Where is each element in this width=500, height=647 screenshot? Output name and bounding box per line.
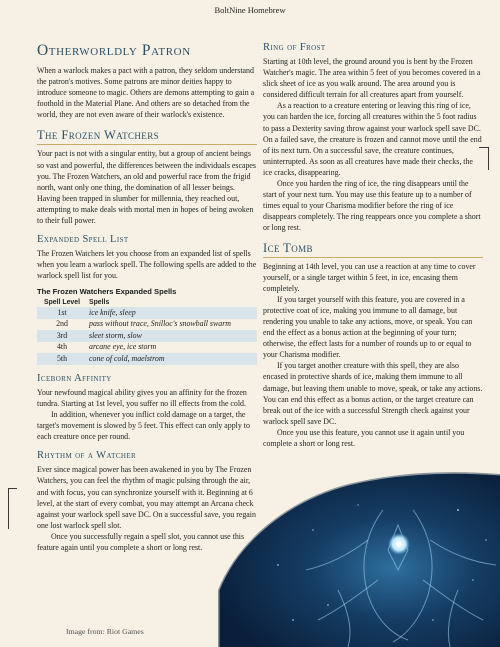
column-header-spell-level: Spell Level xyxy=(43,299,80,307)
expanded-spell-list-paragraph: The Frozen Watchers let you choose from an expanded list of spells when you learn a warlock spell. The following spells are added to the warlock spell list for you. xyxy=(37,249,257,281)
intro-paragraph: When a warlock makes a pact with a patron, they seldom understand the patron's motives. Some patrons are minor deities happy to introduce someone to magic. Others are demons attempting to gain a foothold in the Material Plane. And others are so detached from the world, they are not even aware of their warlock's existence. xyxy=(37,66,255,120)
spell-level-cell: 3rd xyxy=(37,330,87,342)
page-title: Otherworldly Patron xyxy=(37,42,191,59)
table-row xyxy=(37,342,257,354)
spell-level-cell: 2nd xyxy=(56,319,68,329)
spells-cell: ice knife, sleep xyxy=(87,307,257,319)
spell-level-cell: 5th xyxy=(37,353,87,365)
section-heading-ring-of-frost: Ring of Frost xyxy=(263,42,326,53)
section-heading-ice-tomb: Ice Tomb xyxy=(263,241,483,258)
running-header: BoltNine Homebrew xyxy=(214,5,286,15)
ice-tomb-paragraph: If you target another creature with this spell, they are also encased in protective shards of ice, making them immune to all damage, but leaving them unable to move, speak, or take any actions. You can end this effect as a bonus action, or the target creature can break out of the ice with a successful Strength check against your warlock spell save DC. xyxy=(263,361,483,426)
image-caption: Image from: Riot Games xyxy=(66,627,144,636)
table-row xyxy=(37,353,257,365)
corner-bracket-decoration xyxy=(8,488,17,529)
spell-level-cell: 1st xyxy=(37,307,87,319)
section-heading-rhythm-of-a-watcher: Rhythm of a Watcher xyxy=(37,450,137,462)
table-row xyxy=(37,307,257,319)
table-row xyxy=(37,319,257,331)
ring-of-frost-paragraph: Once you harden the ring of ice, the ring disappears until the start of your next turn. You may use this feature up to a number of times equal to your Charisma modifier before the ring of ice disappears completely. The ring reappears once you complete a short or long rest. xyxy=(263,179,481,233)
frozen-watchers-paragraph: Your pact is not with a singular entity, but a group of ancient beings so vast and powerful, the differences between the individuals escapes you. The Frozen Watchers, an old and powerful race from the frigid north, want only one thing, the domination of all lesser beings. Having been trapped in slumber for millennia, they reached out, attempting to make deals with mortal men in hopes of being awoken to their full power. xyxy=(37,149,256,226)
frozen-watcher-illustration xyxy=(218,470,500,647)
spell-table xyxy=(37,298,257,365)
ring-of-frost-paragraph: As a reaction to a creature entering or leaving this ring of ice, you can harden the ice, forcing all creatures within the 5 foot radius to pass a Dexterity saving throw against your warlock spell save DC. On a failed save, the creature is frozen and cannot move until the end of its next turn. On a successful save, the creature continues, uninterrupted. As soon as all creatures have made their checks, the ice cracks, disappearing. xyxy=(263,101,482,177)
iceborn-affinity-paragraph: Your newfound magical ability gives you an affinity for the frozen tundra. Starting at 1st level, you suffer no ill effects from the cold. xyxy=(37,387,247,408)
rhythm-paragraph: Once you successfully regain a spell slot, you cannot use this feature again until you complete a short or long rest. xyxy=(37,531,245,553)
ring-of-frost-paragraph: Starting at 10th level, the ground around you is bent by the Frozen Watcher's magic. The area within 5 feet of you becomes covered in a slick sheet of ice as you walk around. The area around you is considered difficult terrain for all creatures apart from yourself. xyxy=(263,57,481,100)
spells-cell: sleet storm, slow xyxy=(87,330,257,342)
table-row xyxy=(37,330,257,342)
spell-level-cell: 4th xyxy=(56,342,68,352)
column-header-spells: Spells xyxy=(89,299,110,307)
rhythm-paragraph: Ever since magical power has been awakened in you by The Frozen Watchers, you can feel the rhythm of magic pulsing through the air, and with focus, you can synchronize yourself with it. Beginning at 6 level, at the start of every combat, you may attempt an Arcana check against your warlock spell save DC. On a successful save, you regain one lost warlock spell slot. xyxy=(37,465,256,530)
iceborn-affinity-paragraph: In addition, whenever you inflict cold damage on a target, the target's movement is slowed by 5 feet. This effect can only apply to each creature once per round. xyxy=(37,410,250,442)
spells-cell: cone of cold, maelstrom xyxy=(87,353,257,365)
spells-cell: pass without trace, Snilloc's snowball swarm xyxy=(89,319,231,329)
section-heading-frozen-watchers: The Frozen Watchers xyxy=(37,128,257,145)
ice-tomb-paragraph: Beginning at 14th level, you can use a reaction at any time to cover yourself, or a single target within 5 feet, in ice, encasing them completely. xyxy=(263,261,476,293)
section-heading-expanded-spell-list: Expanded Spell List xyxy=(37,234,129,246)
spells-cell: arcane eye, ice storm xyxy=(89,342,157,352)
right-column xyxy=(263,42,483,449)
section-heading-iceborn-affinity: Iceborn Affinity xyxy=(37,372,112,384)
spell-table-title: The Frozen Watchers Expanded Spells xyxy=(37,287,177,297)
ice-tomb-paragraph: Once you use this feature, you cannot use it again until you complete a short or long rest. xyxy=(263,427,465,448)
ice-tomb-paragraph: If you target yourself with this feature, you are covered in a protective coat of ice, making you immune to all damage, but rendering you unable to take any actions, move, or speak. You can end the effect as a bonus action at the beginning of your turn; otherwise, the effect lasts for a number of rounds up to or equal to your Charisma modifier. xyxy=(263,294,473,360)
